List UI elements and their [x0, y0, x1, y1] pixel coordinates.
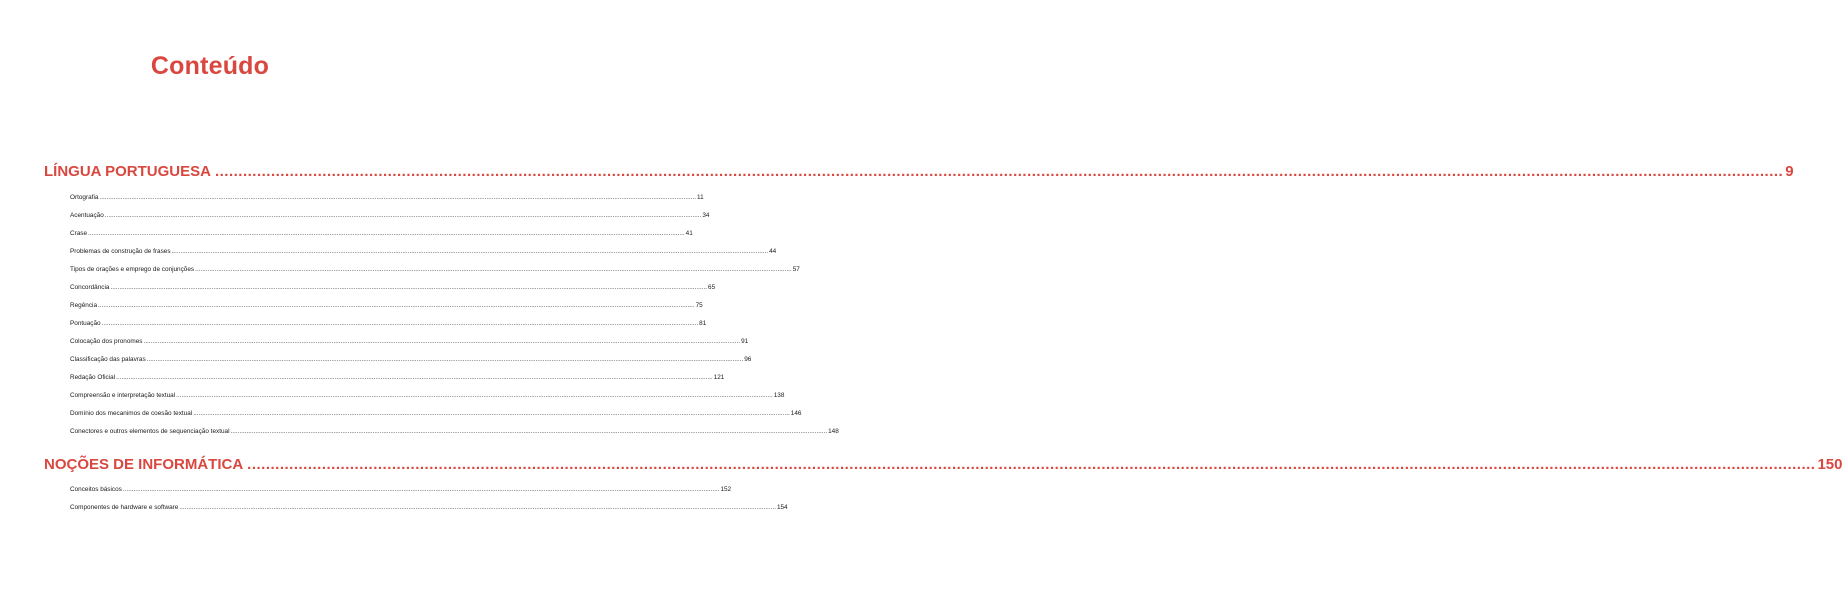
dot-leader: ................................................................................................................................................................................................................................................................................................................................................: [247, 456, 1816, 473]
toc-entry-concordancia[interactable]: [70, 279, 716, 297]
entry-page-number: 11: [697, 194, 704, 201]
dot-leader: ................................................................................................................................................................................................................................................................................................................................................: [104, 212, 702, 219]
section-nocoes-de-informatica: [44, 456, 1842, 517]
entry-label: Pontuação: [70, 320, 101, 327]
entry-label: Regência: [70, 302, 98, 309]
dot-leader: ................................................................................................................................................................................................................................................................................................................................................: [214, 163, 1784, 180]
dot-leader: ................................................................................................................................................................................................................................................................................................................................................: [195, 266, 792, 273]
entry-page-number: 96: [744, 356, 752, 363]
entry-page-number: 44: [769, 248, 777, 255]
entry-page-number: 146: [790, 410, 802, 417]
entry-label: Acentuação: [70, 212, 104, 219]
toc-entry-acentuacao[interactable]: [70, 207, 710, 225]
toc-entry-ortografia[interactable]: [70, 189, 704, 207]
toc-entry-compreensao-e-interpretacao[interactable]: [70, 387, 785, 405]
toc-entry-redacao-oficial[interactable]: [70, 369, 725, 387]
dot-leader: ................................................................................................................................................................................................................................................................................................................................................: [179, 504, 776, 511]
entry-page-number: 121: [713, 374, 725, 381]
dot-leader: ................................................................................................................................................................................................................................................................................................................................................: [98, 302, 695, 309]
toc-entry-classificacao-das-palavras[interactable]: [70, 351, 752, 369]
entry-page-number: 152: [720, 486, 732, 493]
entry-label: Crase: [70, 230, 88, 237]
dot-leader: ................................................................................................................................................................................................................................................................................................................................................: [101, 320, 699, 327]
toc-entry-regencia[interactable]: [70, 297, 703, 315]
dot-leader: ................................................................................................................................................................................................................................................................................................................................................: [176, 392, 773, 399]
section-title: LÍNGUA PORTUGUESA: [44, 163, 211, 180]
dot-leader: ................................................................................................................................................................................................................................................................................................................................................: [99, 194, 696, 201]
dot-leader: ................................................................................................................................................................................................................................................................................................................................................: [110, 284, 708, 291]
dot-leader: ................................................................................................................................................................................................................................................................................................................................................: [143, 338, 741, 345]
section-heading[interactable]: [44, 163, 1794, 183]
dot-leader: ................................................................................................................................................................................................................................................................................................................................................: [122, 486, 720, 493]
toc-entry-crase[interactable]: [70, 225, 693, 243]
entry-label: Concordância: [70, 284, 110, 291]
entry-page-number: 148: [828, 428, 839, 435]
dot-leader: ................................................................................................................................................................................................................................................................................................................................................: [171, 248, 769, 255]
entry-page-number: 75: [695, 302, 703, 309]
entry-label: Colocação dos pronomes: [70, 338, 143, 345]
entry-label: Redação Oficial: [70, 374, 116, 381]
toc-entry-tipos-de-oracoes[interactable]: [70, 261, 800, 279]
entry-page-number: 57: [792, 266, 800, 273]
entry-page-number: 138: [773, 392, 785, 399]
entry-label: Problemas de construção de frases: [70, 248, 171, 255]
entry-label: Compreensão e interpretação textual: [70, 392, 176, 399]
page-title: Conteúdo: [150, 52, 270, 80]
dot-leader: ................................................................................................................................................................................................................................................................................................................................................: [116, 374, 713, 381]
entry-page-number: 34: [702, 212, 710, 219]
toc-entry-dominio-dos-mecanimos[interactable]: [70, 405, 802, 423]
dot-leader: ................................................................................................................................................................................................................................................................................................................................................: [88, 230, 685, 237]
entry-label: Conceitos básicos: [70, 486, 122, 493]
toc-entry-conectores[interactable]: [70, 423, 839, 441]
entry-label: Classificação das palavras: [70, 356, 146, 363]
dot-leader: ................................................................................................................................................................................................................................................................................................................................................: [146, 356, 744, 363]
entry-page-number: 154: [776, 504, 788, 511]
toc-entry-componentes-hardware-software[interactable]: [70, 499, 788, 517]
toc-entry-problemas-de-construcao[interactable]: [70, 243, 777, 261]
entry-page-number: 41: [685, 230, 693, 237]
entry-label: Componentes de hardware e software: [70, 504, 179, 511]
entry-label: Tipos de orações e emprego de conjunções: [70, 266, 195, 273]
entry-page-number: 91: [741, 338, 749, 345]
section-title: NOÇÕES DE INFORMÁTICA: [44, 456, 244, 473]
section-page-number: 150: [1817, 456, 1842, 473]
dot-leader: ................................................................................................................................................................................................................................................................................................................................................: [230, 428, 828, 435]
entry-label: Conectores e outros elementos de sequenciação textual: [70, 428, 230, 435]
section-page-number: 9: [1785, 163, 1794, 180]
dot-leader: ................................................................................................................................................................................................................................................................................................................................................: [193, 410, 790, 417]
entry-label: Domínio dos mecanimos de coesão textual: [70, 410, 193, 417]
entry-label: Ortografia: [70, 194, 99, 201]
entry-page-number: 65: [708, 284, 716, 291]
toc-entry-colocacao-dos-pronomes[interactable]: [70, 333, 749, 351]
toc-entry-conceitos-basicos[interactable]: [70, 481, 732, 499]
section-lingua-portuguesa: [44, 163, 1794, 441]
section-heading[interactable]: [44, 456, 1842, 476]
entry-page-number: 81: [699, 320, 707, 327]
toc-entry-pontuacao[interactable]: [70, 315, 707, 333]
